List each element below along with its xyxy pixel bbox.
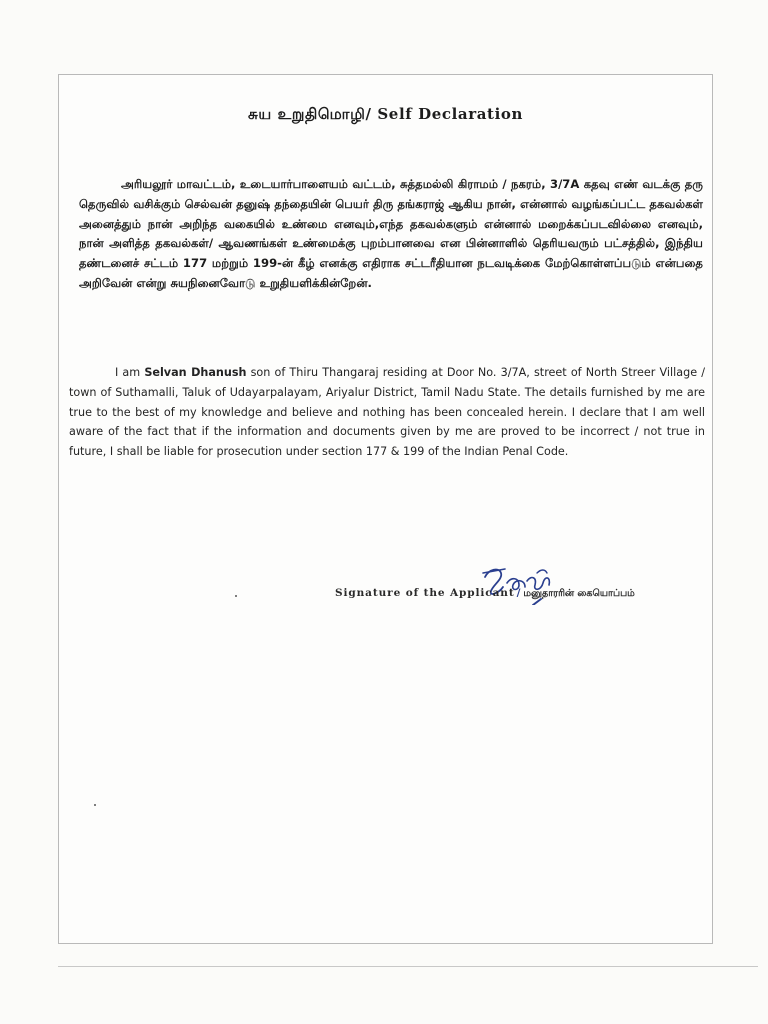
english-declaration-paragraph bbox=[69, 363, 705, 462]
english-intro: I am bbox=[115, 366, 145, 379]
tamil-declaration-paragraph: அரியலூர் மாவட்டம், உடையார்பாளையம் வட்டம், சுத்தமல்லி கிராமம் / நகரம், 3/7A கதவு எண் வடக்கு தரு தெருவில் வசிக்கும் செல்வன் தனுஷ் தந்தையின் பெயர் திரு தங்கராஜ் ஆகிய நான், என்னால் வழங்கப்பட்ட தகவல்கள் அனைத்தும் நான் அறிந்த வகையில் உண்மை எனவும்,எந்த தகவல்களும் என்னால் மறைக்கப்படவில்லை எனவும், நான் அளித்த தகவல்கள்/ ஆவணங்கள் உண்மைக்கு புறம்பானவை என பின்னாளில் தெரியவரும் பட்சத்தில், இந்திய தண்டனைச் சட்டம் 177 மற்றும் 199-ன் கீழ் எனக்கு எதிராக சட்டரீதியான நடவடிக்கை மேற்கொள்ளப்படும் என்பதை அறிவேன் என்று சுயநினைவோடு உறுதியளிக்கின்றேன். bbox=[79, 177, 703, 290]
signature-caption bbox=[335, 587, 635, 600]
applicant-name: Selvan Dhanush bbox=[144, 366, 247, 379]
scan-speck bbox=[235, 595, 237, 597]
title-english: Self Declaration bbox=[377, 105, 523, 123]
english-body: son of Thiru Thangaraj residing at Door No. 3/7A, street of North Streer Village / town of Suthamalli, Taluk of Udayarpalayam, Ariyalur District, Tamil Nadu State. The details furnished by me are true to the best of my knowledge and believe and nothing has been concealed herein. I declare that I am well aware of the fact that if the information and documents given by me are proved to be incorrect / not true in future, I shall be liable for prosecution under section 177 & 199 of the Indian Penal Code. bbox=[69, 366, 705, 459]
title-tamil: சுய உறுதிமொழி/ bbox=[248, 105, 372, 123]
signature-separator: / bbox=[516, 587, 522, 599]
signature-block bbox=[329, 563, 709, 613]
page-title bbox=[59, 105, 712, 125]
declaration-page bbox=[58, 74, 713, 944]
signature-label-english: Signature of the Applicant bbox=[335, 587, 515, 599]
scan-speck bbox=[94, 804, 96, 806]
signature-label-tamil: மனுதாரரின் கையொப்பம் bbox=[523, 588, 635, 599]
bottom-divider bbox=[58, 966, 758, 967]
